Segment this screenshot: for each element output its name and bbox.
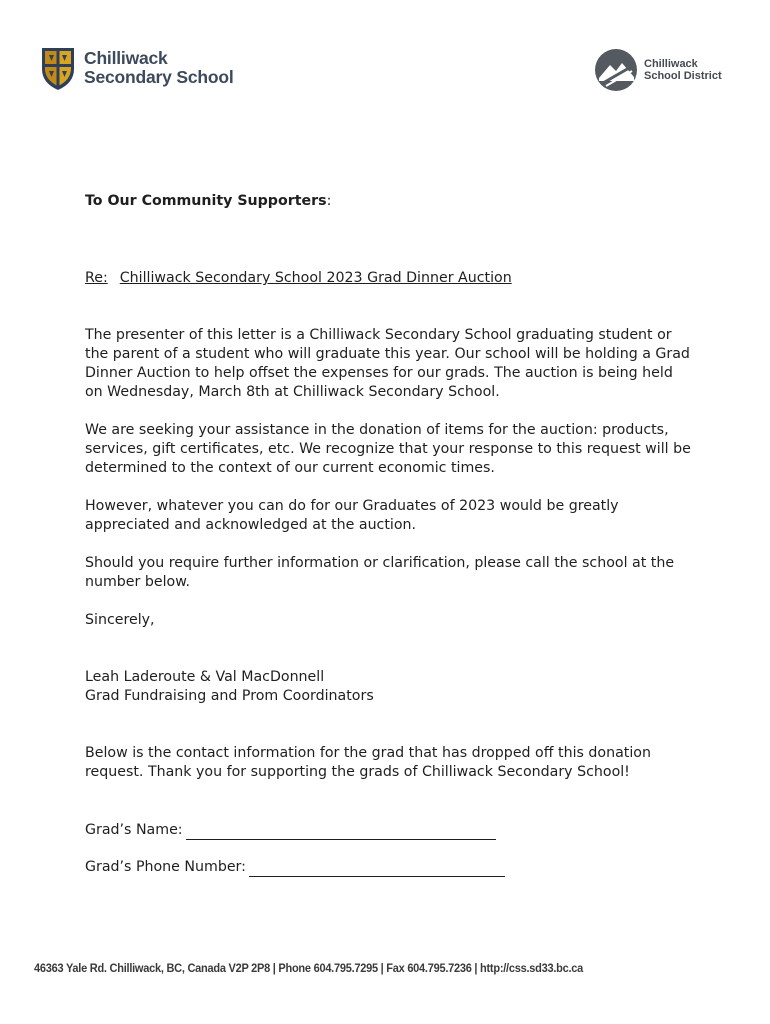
school-crest-icon [40,45,76,91]
re-label: Re: [85,270,108,286]
school-name [84,49,233,87]
paragraph-appreciation: However, whatever you can do for our Graduates of 2023 would be greatly appreciated and acknowledged at the auction. [85,498,619,533]
school-logo [40,45,233,91]
grad-name-label: Grad’s Name: [85,822,183,838]
district-name-line2: School District [644,70,722,82]
paragraph-intro: The presenter of this letter is a Chilliwack Secondary School graduating student or the parent of a student who will graduate this year. Our school will be holding a Grad Dinner Auction to help offset the expenses for our grads. The auction is being held on Wednesday, March 8th at Chilliwack Secondary School. [85,327,690,400]
district-logo [594,48,722,92]
salutation: To Our Community Supporters: [85,193,332,209]
paragraph-request: We are seeking your assistance in the donation of items for the auction: products, services, gift certificates, etc. We recognize that your response to this request will be determined to the context of our current economic times. [85,422,691,476]
re-subject: Chilliwack Secondary School 2023 Grad Dinner Auction [119,270,512,286]
grad-phone-label: Grad’s Phone Number: [85,859,246,875]
signer-title: Grad Fundraising and Prom Coordinators [85,688,374,704]
school-name-line2: Secondary School [84,67,234,87]
district-name [644,58,722,82]
subject-line [85,269,695,288]
grad-phone-blank[interactable] [249,862,505,877]
signer-names: Leah Laderoute & Val MacDonnell [85,669,325,685]
closing: Sincerely, [85,612,155,628]
school-name-line1: Chilliwack [84,48,168,68]
grad-name-blank[interactable] [186,825,496,840]
district-mountain-icon [594,48,638,92]
signature-block [85,668,695,706]
footer-address: 46363 Yale Rd. Chilliwack, BC, Canada V2P 2P8 | Phone 604.795.7295 | Fax 604.795.7236 | http://css.sd33.bc.ca [34,962,584,976]
paragraph-contact: Should you require further information or clarification, please call the school at the number below. [85,555,675,590]
contact-note: Below is the contact information for the grad that has dropped off this donation request. Thank you for supporting the grads of Chilliwack Secondary School! [85,745,651,780]
grad-name-field [85,821,695,840]
district-name-line1: Chilliwack [644,58,698,70]
grad-phone-field [85,858,695,877]
